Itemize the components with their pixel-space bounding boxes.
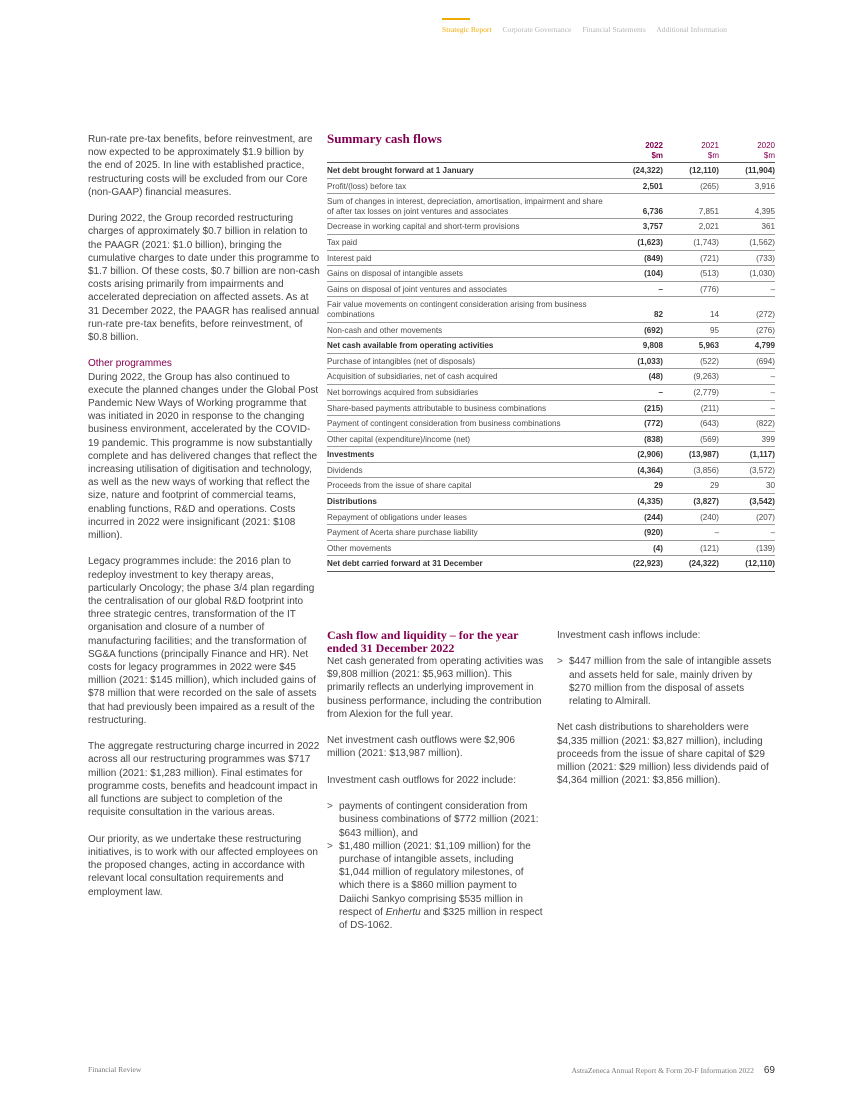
cell-value: (1,743) bbox=[663, 234, 719, 250]
cell-value: (920) bbox=[607, 525, 663, 541]
cell-value: (692) bbox=[607, 322, 663, 338]
row-label: Dividends bbox=[327, 462, 607, 478]
table-row bbox=[327, 234, 775, 250]
cell-value: (2,779) bbox=[663, 384, 719, 400]
table-row bbox=[327, 384, 775, 400]
nav-items bbox=[442, 25, 736, 34]
cell-value: – bbox=[607, 281, 663, 297]
cell-value: 2,021 bbox=[663, 219, 719, 235]
table-row bbox=[327, 431, 775, 447]
bullet-list bbox=[557, 655, 775, 708]
cell-value: 29 bbox=[607, 478, 663, 494]
row-label: Payment of Acerta share purchase liability bbox=[327, 525, 607, 541]
row-label: Distributions bbox=[327, 494, 607, 510]
table-row bbox=[327, 281, 775, 297]
cell-value: (772) bbox=[607, 416, 663, 432]
cell-value: (215) bbox=[607, 400, 663, 416]
row-label: Fair value movements on contingent consideration arising from business combinations bbox=[327, 297, 607, 322]
paragraph: Net investment cash outflows were $2,906 million (2021: $13,987 million). bbox=[327, 735, 515, 760]
cell-value: 29 bbox=[663, 478, 719, 494]
active-tab-indicator bbox=[442, 18, 470, 20]
cell-value: (4) bbox=[607, 540, 663, 556]
cell-value: – bbox=[719, 400, 775, 416]
table-row bbox=[327, 556, 775, 572]
cell-value: (265) bbox=[663, 178, 719, 194]
footer-publication bbox=[571, 1065, 775, 1076]
table-row bbox=[327, 540, 775, 556]
table-row bbox=[327, 163, 775, 179]
cell-value: (24,322) bbox=[663, 556, 719, 572]
table-row bbox=[327, 194, 775, 219]
cell-value: 82 bbox=[607, 297, 663, 322]
table-row bbox=[327, 447, 775, 463]
table-row bbox=[327, 338, 775, 354]
cell-value: (3,572) bbox=[719, 462, 775, 478]
row-label: Gains on disposal of intangible assets bbox=[327, 266, 607, 282]
cell-value: (48) bbox=[607, 369, 663, 385]
cell-value: 9,808 bbox=[607, 338, 663, 354]
row-label: Purchase of intangibles (net of disposals) bbox=[327, 353, 607, 369]
cell-value: (733) bbox=[719, 250, 775, 266]
cell-value: (3,827) bbox=[663, 494, 719, 510]
cell-value: (121) bbox=[663, 540, 719, 556]
row-label: Share-based payments attributable to business combinations bbox=[327, 400, 607, 416]
footer-section-label: Financial Review bbox=[88, 1065, 142, 1074]
row-label: Proceeds from the issue of share capital bbox=[327, 478, 607, 494]
list-item: > $447 million from the sale of intangible assets and assets held for sale, mainly driven by $270 million from the disposal of assets relating to Almirall. bbox=[557, 655, 775, 708]
row-label: Interest paid bbox=[327, 250, 607, 266]
table-row bbox=[327, 400, 775, 416]
cell-value: 3,916 bbox=[719, 178, 775, 194]
cell-value: (1,562) bbox=[719, 234, 775, 250]
list-item: > payments of contingent consideration from business combinations of $772 million (2021: $643 million), and bbox=[327, 800, 545, 840]
cell-value: 2,501 bbox=[607, 178, 663, 194]
cell-value: (104) bbox=[607, 266, 663, 282]
paragraph: The aggregate restructuring charge incurred in 2022 across all our restructuring programmes was $717 million (2021: $1,283 million). Final estimates for programme costs, benefits and headcount impact in all functions are subject to completion of the requisite consultation in the various areas. bbox=[88, 741, 320, 819]
cell-value: (211) bbox=[663, 400, 719, 416]
cell-value: – bbox=[719, 281, 775, 297]
left-column bbox=[88, 133, 320, 912]
top-navigation bbox=[436, 18, 775, 38]
cell-value: 361 bbox=[719, 219, 775, 235]
table-row bbox=[327, 353, 775, 369]
section-title-cash-flow-liquidity: Cash flow and liquidity – for the year ended 31 December 2022 bbox=[327, 628, 519, 655]
cell-value: (139) bbox=[719, 540, 775, 556]
paragraph: Net cash distributions to shareholders were $4,335 million (2021: $3,827 million), including proceeds from the issue of share capital of $29 million (2021: $29 million) less dividends paid of $4,364 million (2021: $3,856 million). bbox=[557, 722, 769, 787]
table-row bbox=[327, 266, 775, 282]
cell-value: 6,736 bbox=[607, 194, 663, 219]
cell-value: (694) bbox=[719, 353, 775, 369]
cell-value: 30 bbox=[719, 478, 775, 494]
cell-value: 5,963 bbox=[663, 338, 719, 354]
table-row bbox=[327, 178, 775, 194]
cell-value: (1,117) bbox=[719, 447, 775, 463]
cell-value: (12,110) bbox=[663, 163, 719, 179]
cell-value: (240) bbox=[663, 509, 719, 525]
cash-flow-table bbox=[327, 141, 775, 572]
column-header-2020: 2020 $m bbox=[757, 141, 775, 160]
table-row bbox=[327, 322, 775, 338]
cell-value: (2,906) bbox=[607, 447, 663, 463]
cell-value: (272) bbox=[719, 297, 775, 322]
right-column bbox=[557, 629, 775, 801]
paragraph: Net cash generated from operating activities was $9,808 million (2021: $5,963 million). This primarily reflects an underlying improvement in business performance, including the contribution from Alexion for the full year. bbox=[327, 656, 544, 720]
cell-value: 14 bbox=[663, 297, 719, 322]
paragraph: Investment cash outflows for 2022 include: bbox=[327, 774, 516, 786]
middle-column bbox=[327, 629, 545, 945]
cell-value: (11,904) bbox=[719, 163, 775, 179]
row-label: Sum of changes in interest, depreciation, amortisation, impairment and share of after tax losses on joint ventures and associates bbox=[327, 194, 607, 219]
cell-value: (3,856) bbox=[663, 462, 719, 478]
nav-financial-statements[interactable]: Financial Statements bbox=[582, 25, 646, 34]
row-label: Net borrowings acquired from subsidiaries bbox=[327, 384, 607, 400]
row-label: Other capital (expenditure)/income (net) bbox=[327, 431, 607, 447]
column-header-2022: 2022 $m bbox=[645, 141, 663, 160]
cell-value: (9,263) bbox=[663, 369, 719, 385]
row-label: Tax paid bbox=[327, 234, 607, 250]
cell-value: (244) bbox=[607, 509, 663, 525]
cell-value: (4,364) bbox=[607, 462, 663, 478]
cell-value: 4,395 bbox=[719, 194, 775, 219]
bullet-list bbox=[327, 800, 545, 932]
row-label: Other movements bbox=[327, 540, 607, 556]
cell-value: (1,030) bbox=[719, 266, 775, 282]
table-row bbox=[327, 416, 775, 432]
cell-value: (643) bbox=[663, 416, 719, 432]
cell-value: (822) bbox=[719, 416, 775, 432]
table-row bbox=[327, 494, 775, 510]
paragraph: During 2022, the Group recorded restructuring charges of approximately $0.7 billion in relation to the PAAGR (2021: $1.0 billion), bringing the cumulative charges to date under this programme to $1.7 billion. Of these costs, $0.7 billion are non-cash costs arising primarily from impairments and accelerated depreciation on affected assets. As at 31 December 2022, the PAAGR has realised annual run-rate pre-tax benefits, before reinvestment, of $0.8 billion. bbox=[88, 213, 320, 344]
row-label: Gains on disposal of joint ventures and associates bbox=[327, 281, 607, 297]
cell-value: – bbox=[719, 525, 775, 541]
cell-value: 7,851 bbox=[663, 194, 719, 219]
cell-value: (276) bbox=[719, 322, 775, 338]
cell-value: – bbox=[607, 384, 663, 400]
cell-value: (3,542) bbox=[719, 494, 775, 510]
cell-value: (12,110) bbox=[719, 556, 775, 572]
cell-value: (721) bbox=[663, 250, 719, 266]
row-label: Non-cash and other movements bbox=[327, 322, 607, 338]
row-label: Profit/(loss) before tax bbox=[327, 178, 607, 194]
product-name: Enhertu bbox=[385, 906, 421, 918]
row-label: Net debt brought forward at 1 January bbox=[327, 163, 607, 179]
paragraph: Legacy programmes include: the 2016 plan to redeploy investment to key therapy areas, particularly Oncology; the phase 3/4 plan regarding the centralisation of our global R&D footprint into three strategic centres, transformation of the IT organisation and closure of a number of manufacturing facilities; and the transformation of SG&A functions (principally Finance and HR). Net costs for legacy programmes in 2022 were $45 million (2021: $145 million), which included gains of $78 million that were recorded on the sale of assets that had previously been impaired as a result of the restructuring. bbox=[88, 556, 317, 726]
row-label: Payment of contingent consideration from business combinations bbox=[327, 416, 607, 432]
table-row bbox=[327, 369, 775, 385]
table-row bbox=[327, 219, 775, 235]
table-row bbox=[327, 462, 775, 478]
row-label: Acquisition of subsidiaries, net of cash acquired bbox=[327, 369, 607, 385]
cell-value: (1,623) bbox=[607, 234, 663, 250]
row-label: Repayment of obligations under leases bbox=[327, 509, 607, 525]
cell-value: (207) bbox=[719, 509, 775, 525]
row-label: Net cash available from operating activities bbox=[327, 338, 607, 354]
paragraph: Investment cash inflows include: bbox=[557, 630, 701, 641]
paragraph: During 2022, the Group has also continued to execute the planned changes under the Global Post Pandemic New Ways of Working programme that was initiated in 2020 in response to the changing business environment, accelerated by the COVID-19 pandemic. This programme is now substantially complete and has delivered changes that reflect the increasing utilisation of digitisation and technology, as well as the new ways of working that reflect the size, nature and footprint of commercial teams, enabling functions, R&D and operations. Costs incurred in 2022 were insignificant (2021: $108 million). bbox=[88, 371, 319, 542]
nav-additional-information[interactable]: Additional Information bbox=[656, 25, 727, 34]
paragraph: Our priority, as we undertake these restructuring initiatives, is to work with our affected employees on the proposed changes, acting in accordance with relevant local consultation requirements and employment law. bbox=[88, 833, 318, 898]
cell-value: 95 bbox=[663, 322, 719, 338]
publication-title: AstraZeneca Annual Report & Form 20-F Information 2022 bbox=[571, 1066, 754, 1075]
cell-value: 399 bbox=[719, 431, 775, 447]
cell-value: (513) bbox=[663, 266, 719, 282]
nav-corporate-governance[interactable]: Corporate Governance bbox=[502, 25, 572, 34]
cell-value: (4,335) bbox=[607, 494, 663, 510]
cell-value: – bbox=[719, 384, 775, 400]
row-label: Decrease in working capital and short-term provisions bbox=[327, 219, 607, 235]
cell-value: (13,987) bbox=[663, 447, 719, 463]
subheading-other-programmes: Other programmes bbox=[88, 358, 172, 370]
cell-value: 3,757 bbox=[607, 219, 663, 235]
table-row bbox=[327, 509, 775, 525]
table-body bbox=[327, 163, 775, 572]
table-row bbox=[327, 250, 775, 266]
row-label: Net debt carried forward at 31 December bbox=[327, 556, 607, 572]
cell-value: (776) bbox=[663, 281, 719, 297]
page-number: 69 bbox=[763, 1065, 775, 1076]
cell-value: (24,322) bbox=[607, 163, 663, 179]
table-title: Summary cash flows bbox=[327, 131, 442, 146]
cell-value: – bbox=[663, 525, 719, 541]
cell-value: (849) bbox=[607, 250, 663, 266]
nav-strategic-report[interactable]: Strategic Report bbox=[442, 25, 492, 34]
cell-value: (569) bbox=[663, 431, 719, 447]
cell-value: (838) bbox=[607, 431, 663, 447]
paragraph: Run-rate pre-tax benefits, before reinvestment, are now expected to be approximately $1.9 billion by the end of 2025. In line with established practice, restructuring costs will be excluded from our Core (non-GAAP) financial measures. bbox=[88, 134, 313, 198]
cell-value: (1,033) bbox=[607, 353, 663, 369]
row-label: Investments bbox=[327, 447, 607, 463]
column-header-2021: 2021 $m bbox=[701, 141, 719, 160]
table-row bbox=[327, 478, 775, 494]
cell-value: 4,799 bbox=[719, 338, 775, 354]
cell-value: (22,923) bbox=[607, 556, 663, 572]
list-item: > $1,480 million (2021: $1,109 million) for the purchase of intangible assets, including $1,044 million of regulatory milestones, of which there is a $860 million payment to Daiichi Sankyo comprising $535 million in respect of Enhertu and $325 million in respect of DS-1062. bbox=[327, 840, 545, 932]
table-row bbox=[327, 297, 775, 322]
summary-cash-flows bbox=[327, 132, 775, 572]
cell-value: – bbox=[719, 369, 775, 385]
cell-value: (522) bbox=[663, 353, 719, 369]
table-row bbox=[327, 525, 775, 541]
